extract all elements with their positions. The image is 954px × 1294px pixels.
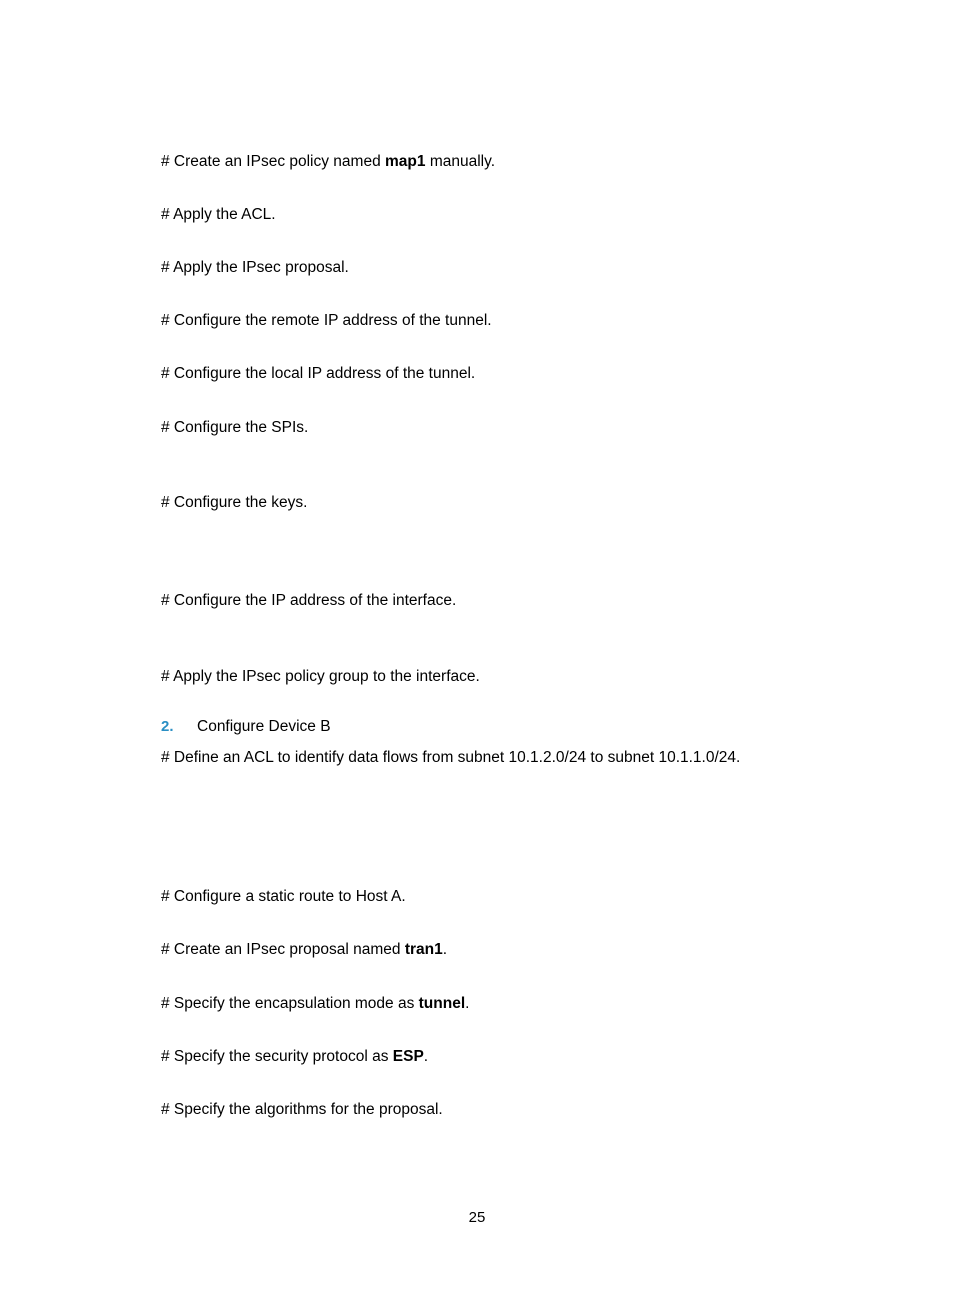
instruction-line: # Specify the security protocol as ESP. <box>161 1048 429 1065</box>
page-number: 25 <box>468 1209 486 1226</box>
step-number: 2. <box>161 718 174 735</box>
step-title: Configure Device B <box>197 718 331 735</box>
instruction-line: # Define an ACL to identify data flows from subnet 10.1.2.0/24 to subnet 10.1.1.0/24. <box>161 749 741 766</box>
instruction-line: # Apply the ACL. <box>161 206 276 223</box>
instruction-line: # Create an IPsec proposal named tran1. <box>161 941 448 958</box>
instruction-line: # Configure the keys. <box>161 494 308 511</box>
instruction-line: # Configure the SPIs. <box>161 419 309 436</box>
instruction-line: # Configure the remote IP address of the tunnel. <box>161 312 492 329</box>
instruction-line: # Configure a static route to Host A. <box>161 888 406 905</box>
instruction-line: # Specify the algorithms for the proposal. <box>161 1101 443 1118</box>
instruction-line: # Apply the IPsec policy group to the interface. <box>161 668 480 685</box>
instruction-line: # Configure the IP address of the interface. <box>161 592 457 609</box>
instruction-line: # Apply the IPsec proposal. <box>161 259 349 276</box>
instruction-line: # Configure the local IP address of the tunnel. <box>161 365 476 382</box>
instruction-line: # Create an IPsec policy named map1 manually. <box>161 153 496 170</box>
instruction-line: # Specify the encapsulation mode as tunnel. <box>161 995 470 1012</box>
